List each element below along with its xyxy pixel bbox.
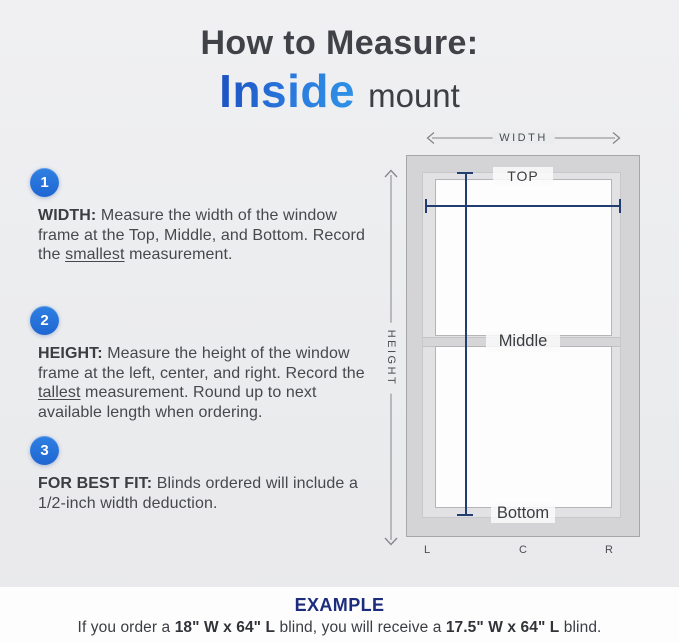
width-measure-line xyxy=(426,205,620,207)
example-receive-size: 17.5" W x 64" L xyxy=(445,619,560,636)
step-2-underline: tallest xyxy=(38,384,81,401)
label-bottom: Bottom xyxy=(491,503,555,523)
width-measure-cap-left xyxy=(425,199,427,213)
example-suffix: blind. xyxy=(559,619,602,636)
step-3-text xyxy=(38,474,372,513)
step-3-label: FOR BEST FIT: xyxy=(38,475,153,492)
label-center: C xyxy=(519,544,527,556)
step-2-text-after: measurement. Round up to next available length when ordering. xyxy=(38,384,317,421)
example-section xyxy=(0,587,679,642)
example-middle: blind, you will receive a xyxy=(275,619,446,636)
title-suffix: mount xyxy=(368,77,460,114)
width-dimension-arrow xyxy=(426,131,621,145)
step-2-text xyxy=(38,344,372,422)
height-measure-line xyxy=(465,173,467,515)
label-top: TOP xyxy=(493,167,553,185)
example-prefix: If you order a xyxy=(77,619,175,636)
step-1-text-after: measurement. xyxy=(124,246,233,263)
title-line2 xyxy=(0,64,679,118)
example-sentence xyxy=(0,619,679,637)
height-measure-cap-top xyxy=(457,172,473,174)
window-pane-bottom xyxy=(435,346,612,508)
step-1-number-badge: 1 xyxy=(30,168,59,197)
step-3-number-badge: 3 xyxy=(30,436,59,465)
example-order-size: 18" W x 64" L xyxy=(174,619,276,636)
step-2 xyxy=(30,306,372,422)
step-3 xyxy=(30,436,372,513)
example-heading: EXAMPLE xyxy=(294,595,385,615)
height-dimension-arrow xyxy=(383,169,399,546)
step-1 xyxy=(30,168,372,265)
step-1-underline: smallest xyxy=(65,246,125,263)
height-measure-cap-bottom xyxy=(457,514,473,516)
width-measure-cap-right xyxy=(619,199,621,213)
step-1-label: WIDTH: xyxy=(38,207,97,224)
label-right: R xyxy=(605,544,613,556)
width-arrow-label: WIDTH xyxy=(492,132,555,144)
height-arrow-label: HEIGHT xyxy=(385,322,397,393)
label-left: L xyxy=(423,544,431,556)
step-2-label: HEIGHT: xyxy=(38,345,103,362)
title-highlight: Inside xyxy=(219,65,356,117)
step-1-text-before: Measure the width of the window frame at the Top, Middle, and Bottom. Record the xyxy=(38,207,365,263)
title-line1: How to Measure: xyxy=(200,24,479,62)
label-middle: Middle xyxy=(486,331,560,352)
step-2-number-badge: 2 xyxy=(30,306,59,335)
step-3-text-before: Blinds ordered will include a 1/2-inch width deduction. xyxy=(38,475,358,512)
step-1-text xyxy=(38,206,372,265)
window-pane-top xyxy=(435,179,612,336)
page-title xyxy=(0,24,679,118)
step-2-text-before: Measure the height of the window frame at the left, center, and right. Record the xyxy=(38,345,365,382)
